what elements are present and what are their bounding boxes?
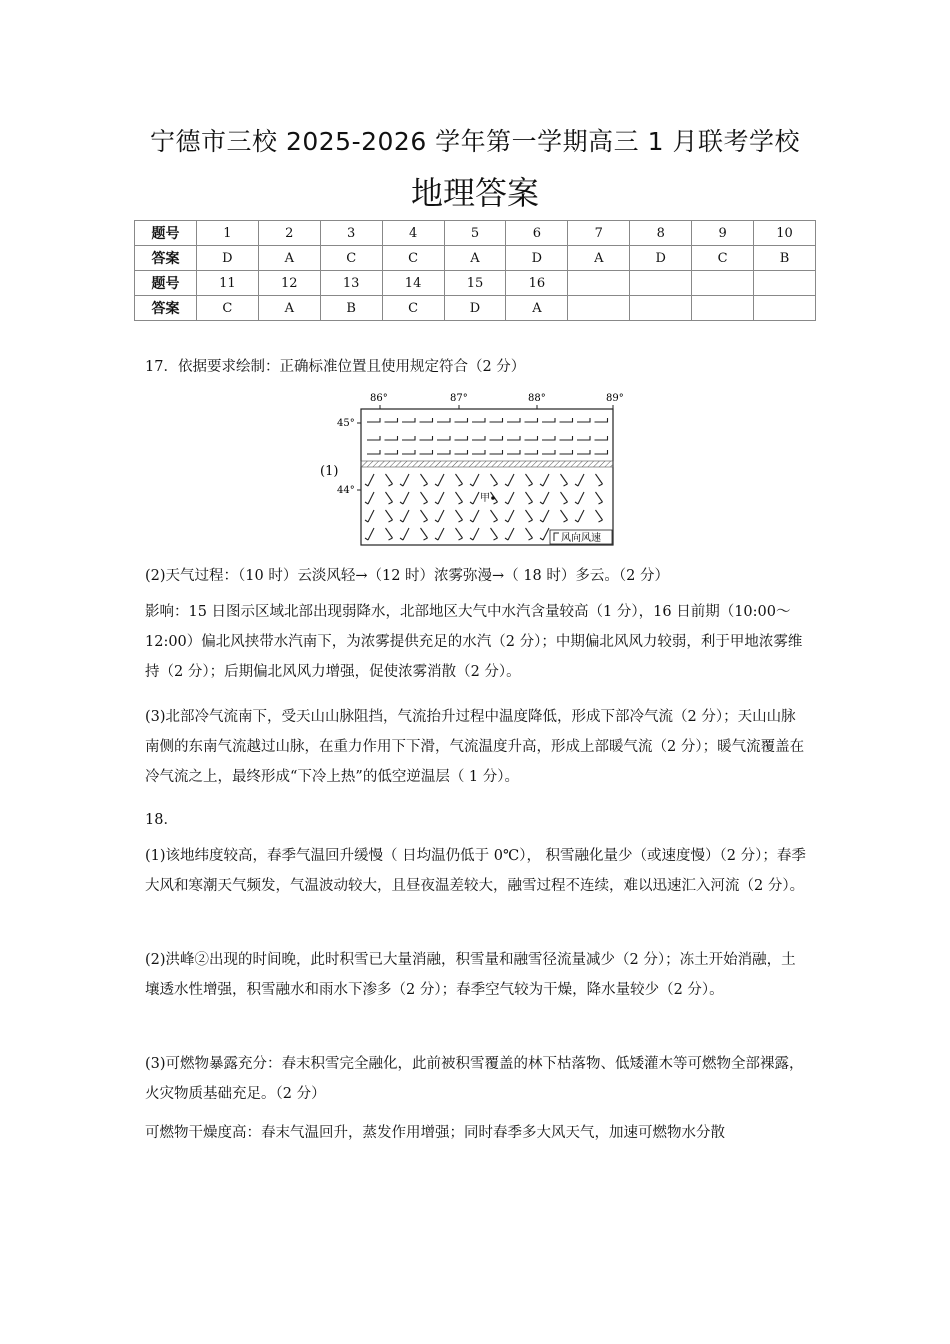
row-header: 题号 [135, 271, 197, 296]
wind-barb [400, 528, 409, 540]
wind-barb [420, 436, 433, 440]
wind-barb [386, 492, 393, 504]
table-cell: C [382, 246, 444, 271]
wind-barb [400, 510, 409, 522]
wind-barb [385, 436, 398, 440]
table-cell: A [568, 246, 630, 271]
q18-part3: (3)可燃物暴露充分：春末积雪完全融化，此前被积雪覆盖的林下枯落物、低矮灌木等可燃物全部裸露，火灾物质基础充足。（2 分） [145, 1056, 804, 1102]
wind-barb [525, 450, 538, 454]
table-cell [568, 296, 630, 321]
wind-barbs [365, 418, 608, 540]
table-cell: C [320, 246, 382, 271]
wind-barb [435, 492, 444, 504]
table-cell: 9 [692, 221, 754, 246]
table-cell: A [506, 296, 568, 321]
wind-barb [421, 510, 428, 522]
wind-barb [456, 528, 463, 540]
wind-barb [456, 510, 463, 522]
wind-barb [577, 418, 590, 422]
table-cell: D [196, 246, 258, 271]
lat-label: 45° [337, 418, 355, 429]
wind-barb [400, 474, 409, 486]
table-cell: 1 [196, 221, 258, 246]
q18-part2: (2)洪峰②出现的时间晚，此时积雪已大量消融，积雪量和融雪径流量减少（2 分）；冻土开始消融，土壤透水性增强，积雪融水和雨水下渗多（2 分）；春季空气较为干燥，降水量较少（2 分）。 [145, 952, 796, 998]
wind-barb [542, 450, 555, 454]
wind-barb [540, 528, 549, 540]
wind-barb [472, 418, 485, 422]
lon-label: 88° [528, 393, 546, 404]
table-cell [568, 271, 630, 296]
table-row [135, 271, 816, 296]
table-cell: 8 [630, 221, 692, 246]
wind-barb [421, 474, 428, 486]
wind-barb [577, 436, 590, 440]
table-cell [630, 296, 692, 321]
table-cell: C [382, 296, 444, 321]
wind-barb [421, 528, 428, 540]
legend-label: 风向风速 [561, 533, 601, 544]
table-cell: 11 [196, 271, 258, 296]
wind-barb [507, 450, 520, 454]
table-cell: B [320, 296, 382, 321]
wind-barb [402, 418, 415, 422]
table-cell: 4 [382, 221, 444, 246]
wind-barb [386, 510, 393, 522]
table-cell: 15 [444, 271, 506, 296]
wind-barb [507, 418, 520, 422]
wind-barb [455, 436, 468, 440]
q18-part1: (1)该地纬度较高，春季气温回升缓慢（ 日均温仍低于 0℃）， 积雪融化量少（或速度慢）（2 分）；春季大风和寒潮天气频发，气温波动较大，且昼夜温差较大，融雪过程不连续，难以迅速汇入河流（2 分）。 [145, 848, 806, 894]
wind-barb [526, 510, 533, 522]
point-jia-marker [491, 496, 495, 500]
wind-barb [456, 474, 463, 486]
table-cell: 14 [382, 271, 444, 296]
wind-map-figure [310, 388, 630, 550]
table-cell [754, 296, 816, 321]
table-cell: D [444, 296, 506, 321]
table-cell: 16 [506, 271, 568, 296]
table-cell: D [630, 246, 692, 271]
wind-barb [595, 418, 608, 422]
table-row [135, 221, 816, 246]
wind-barb [385, 450, 398, 454]
q17-part2-impact: 影响：15 日图示区域北部出现弱降水，北部地区大气中水汽含量较高（1 分），16 日前期（10:00～12:00）偏北风挟带水汽南下，为浓雾提供充足的水汽（2 分）；中期偏北风风力较弱，利于甲地浓雾维持（2 分）；后期偏北风风力增强，促使浓雾消散（2 分）。 [145, 604, 803, 680]
wind-barb [490, 418, 503, 422]
table-cell [754, 271, 816, 296]
wind-barb [540, 492, 549, 504]
table-cell: C [692, 246, 754, 271]
wind-barb [525, 436, 538, 440]
wind-barb [367, 436, 380, 440]
wind-barb [470, 492, 479, 504]
table-cell [692, 271, 754, 296]
document-subtitle: 地理答案 [410, 174, 539, 212]
wind-barb [402, 450, 415, 454]
wind-barb [507, 436, 520, 440]
wind-barb [526, 492, 533, 504]
wind-barb [437, 418, 450, 422]
wind-barb [491, 528, 498, 540]
wind-barb [490, 436, 503, 440]
wind-barb [525, 418, 538, 422]
wind-barb [386, 474, 393, 486]
wind-barb [402, 436, 415, 440]
wind-barb [526, 528, 533, 540]
wind-barb [365, 474, 374, 486]
table-cell [692, 296, 754, 321]
wind-barb [420, 450, 433, 454]
wind-barb [575, 492, 584, 504]
document-title: 宁德市三校 2025-2026 学年第一学期高三 1 月联考学校 [150, 127, 800, 156]
table-cell: B [754, 246, 816, 271]
wind-barb [455, 418, 468, 422]
wind-barb [490, 450, 503, 454]
wind-barb [560, 450, 573, 454]
wind-barb [505, 510, 514, 522]
q17-intro: 17．依据要求绘制：正确标准位置且使用规定符合（2 分） [145, 359, 526, 375]
table-cell: A [258, 296, 320, 321]
wind-barb [437, 436, 450, 440]
mountain-band [361, 461, 613, 467]
row-header: 答案 [135, 246, 197, 271]
wind-barb [596, 474, 603, 486]
wind-barb [437, 450, 450, 454]
table-cell: 12 [258, 271, 320, 296]
wind-barb [367, 450, 380, 454]
lon-label: 87° [450, 393, 468, 404]
wind-barb [542, 436, 555, 440]
row-header: 答案 [135, 296, 197, 321]
wind-barb [577, 450, 590, 454]
wind-barb [400, 492, 409, 504]
wind-barb [386, 528, 393, 540]
wind-barb [540, 510, 549, 522]
table-cell: 2 [258, 221, 320, 246]
lat-label: 44° [337, 485, 355, 496]
table-cell: D [506, 246, 568, 271]
wind-barb [595, 450, 608, 454]
wind-barb [596, 510, 603, 522]
table-cell: 7 [568, 221, 630, 246]
wind-barb [526, 474, 533, 486]
table-cell: 5 [444, 221, 506, 246]
table-row [135, 296, 816, 321]
wind-barb [561, 492, 568, 504]
wind-barb [491, 510, 498, 522]
wind-barb [367, 418, 380, 422]
wind-barb [470, 528, 479, 540]
wind-barb [560, 418, 573, 422]
wind-barb [365, 528, 374, 540]
wind-barb [456, 492, 463, 504]
wind-barb [540, 474, 549, 486]
wind-barb [491, 474, 498, 486]
point-jia-label: 甲 [480, 493, 490, 504]
wind-barb [420, 418, 433, 422]
lon-label: 86° [370, 393, 388, 404]
wind-barb [435, 474, 444, 486]
wind-barb [455, 450, 468, 454]
table-cell: 6 [506, 221, 568, 246]
wind-barb [505, 528, 514, 540]
table-cell: 13 [320, 271, 382, 296]
figure-label: (1) [320, 464, 339, 479]
wind-barb [470, 510, 479, 522]
wind-barb [421, 492, 428, 504]
q18-number: 18． [145, 812, 178, 828]
table-cell: A [258, 246, 320, 271]
wind-barb [505, 492, 514, 504]
wind-barb [595, 436, 608, 440]
wind-barb [470, 474, 479, 486]
table-row [135, 246, 816, 271]
wind-barb [472, 450, 485, 454]
table-cell: A [444, 246, 506, 271]
answer-table [134, 220, 816, 321]
q18-part3-dryness: 可燃物干燥度高：春末气温回升，蒸发作用增强；同时春季多大风天气，加速可燃物水分散 [145, 1125, 725, 1141]
wind-barb [575, 474, 584, 486]
wind-barb [365, 510, 374, 522]
table-cell: C [196, 296, 258, 321]
wind-barb [385, 418, 398, 422]
wind-barb [561, 510, 568, 522]
table-cell [630, 271, 692, 296]
q17-part2-process: (2)天气过程：（10 时）云淡风轻→（12 时）浓雾弥漫→（ 18 时）多云。（2 分） [145, 568, 669, 584]
wind-barb [365, 492, 374, 504]
q17-part3: (3)北部冷气流南下，受天山山脉阻挡，气流抬升过程中温度降低，形成下部冷气流（2 分）；天山山脉南侧的东南气流越过山脉，在重力作用下下滑，气流温度升高，形成上部暖气流（2 分）；暖气流覆盖在冷气流之上，最终形成“下冷上热”的低空逆温层（ 1 分）。 [145, 709, 805, 785]
row-header: 题号 [135, 221, 197, 246]
wind-barb [472, 436, 485, 440]
wind-barb [542, 418, 555, 422]
wind-barb [435, 528, 444, 540]
lon-label: 89° [606, 393, 624, 404]
map-frame [361, 409, 613, 545]
table-cell: 10 [754, 221, 816, 246]
table-cell: 3 [320, 221, 382, 246]
wind-barb [575, 510, 584, 522]
wind-barb [560, 436, 573, 440]
wind-barb [435, 510, 444, 522]
wind-barb [596, 492, 603, 504]
wind-barb [505, 474, 514, 486]
wind-barb [561, 474, 568, 486]
